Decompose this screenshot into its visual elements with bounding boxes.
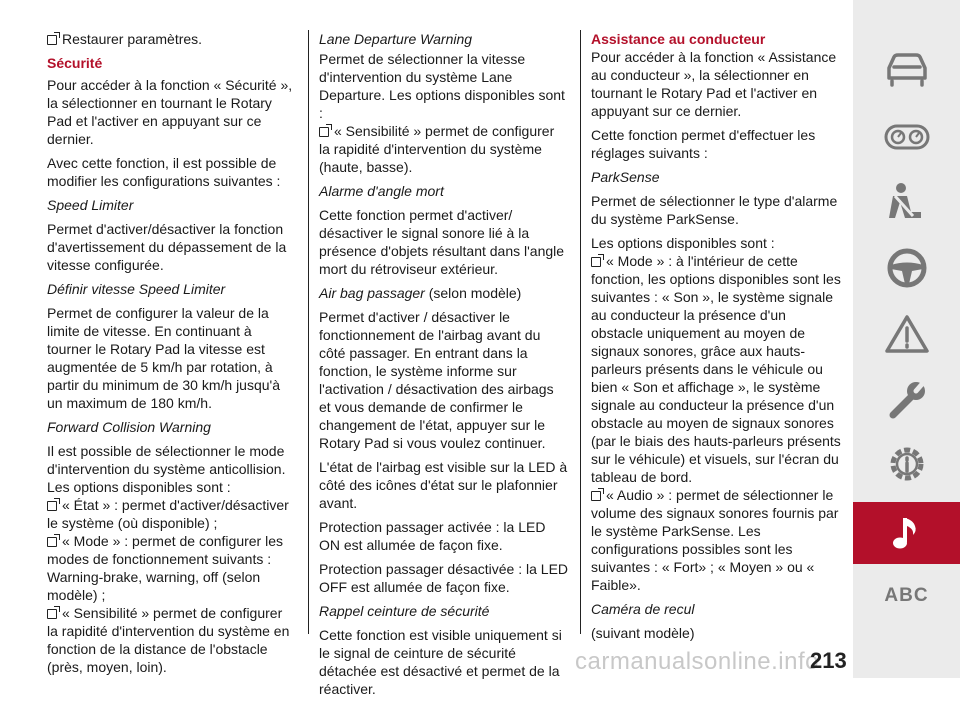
seat-belt-person-icon (883, 182, 931, 224)
paragraph: Permet de sélectionner le type d'alarme du système ParkSense. (591, 193, 838, 227)
subheading: Caméra de recul (591, 601, 695, 617)
bullet-icon (319, 127, 329, 137)
steering-wheel-icon (883, 247, 931, 289)
bullet-icon (591, 257, 601, 267)
paragraph: Cette fonction est visible uniquement si le signal de ceinture de sécurité détachée est désactivé et permet de la réactiver. (319, 627, 562, 697)
bullet-icon (47, 537, 57, 547)
bullet-icon (47, 35, 57, 45)
paragraph: Cette fonction permet d'activer/ désactiver le signal sonore lié à la présence d'objets résultant dans l'angle mort du rétroviseur extérieur. (319, 207, 565, 277)
subheading: Alarme d'angle mort (319, 183, 444, 199)
nav-car[interactable] (853, 38, 960, 100)
subheading: Lane Departure Warning (319, 31, 473, 47)
bullet-item: « Audio » : permet de sélectionner le volume des signaux sonores fournis par le système ParkSense. Les configurations possibles sont les suivantes : « Fort» ; « Moyen » ou « Faible». (591, 487, 839, 593)
section-heading: Sécurité (47, 55, 103, 71)
column-divider (580, 30, 581, 634)
nav-emergency[interactable] (853, 303, 960, 365)
bullet-item: « Mode » : à l'intérieur de cette fonction, les options disponibles sont les suivantes : « Son », le système signale au conducteur la présence d'un obstacle uniquement au moyen de signaux sonores, grâce aux hauts-parleurs présents dans le véhicule ou bien « Son et affichage », le système signale au conducteur la présence d'un obstacle au moyen de signaux sonores (par le biais des hauts-parleurs présents sur le véhicule) et visuels, sur l'écran du tableau de bord. (591, 253, 841, 485)
paragraph: Les options disponibles sont : (591, 235, 775, 251)
nav-safety[interactable] (853, 172, 960, 234)
subheading: Forward Collision Warning (47, 419, 211, 435)
bullet-item: « Mode » : permet de configurer les modes de fonctionnement suivants : Warning-brake, warning, off (selon modèle) ; (47, 533, 284, 603)
paragraph: Protection passager désactivée : la LED OFF est allumée de façon fixe. (319, 561, 569, 595)
bullet-icon (591, 491, 601, 501)
subheading: Rappel ceinture de sécurité (319, 603, 490, 619)
paragraph: L'état de l'airbag est visible sur la LED à côté des icônes d'état sur le plafonnier avant. (319, 459, 568, 511)
text-column-3 (591, 30, 841, 648)
subheading: ParkSense (591, 169, 660, 185)
music-note-icon (883, 512, 931, 554)
nav-maintenance[interactable] (853, 369, 960, 431)
bullet-item: Restaurer paramètres. (47, 30, 297, 48)
dashboard-gauges-icon (883, 116, 931, 158)
watermark: carmanualsonline.info (575, 648, 819, 675)
settings-gear-icon (883, 443, 931, 485)
column-divider (308, 30, 309, 634)
paragraph: Permet d'activer/désactiver la fonction d'avertissement du dépassement de la vitesse configurée. (47, 221, 287, 273)
paragraph: (suivant modèle) (591, 625, 695, 641)
bullet-item: « État » : permet d'activer/désactiver le système (où disponible) ; (47, 497, 289, 531)
bullet-icon (47, 609, 57, 619)
paragraph: Permet de configurer la valeur de la limite de vitesse. En continuant à tourner le Rotary Pad la vitesse est augmentée de 5 km/h par rotation, à partir du minimum de 30 km/h jusqu'à un maximum de 180 km/h. (47, 305, 280, 411)
page-number: 213 (810, 648, 847, 673)
wrench-icon (883, 379, 931, 421)
car-icon (883, 48, 931, 90)
section-heading: Assistance au conducteur (591, 31, 766, 47)
bullet-item: « Sensibilité » permet de configurer la rapidité d'intervention du système (haute, basse). (319, 123, 555, 175)
paragraph: Pour accéder à la fonction « Sécurité », la sélectionner en tournant le Rotary Pad et l'activer en appuyant sur ce dernier. (47, 77, 293, 147)
warning-triangle-icon (883, 313, 931, 355)
subheading: Speed Limiter (47, 197, 134, 213)
index-label[interactable]: ABC (884, 585, 929, 606)
paragraph: Cette fonction permet d'effectuer les réglages suivants : (591, 127, 816, 161)
nav-starting[interactable] (853, 237, 960, 299)
paragraph: Permet d'activer / désactiver le fonctionnement de l'airbag avant du côté passager. En entrant dans la fonction, le système informe sur l'activation / désactivation des airbags et vous demande de confirmer le changement de l'état, appuyer sur le Rotary Pad si vous voulez continuer. (319, 309, 554, 451)
nav-multimedia[interactable] (853, 502, 960, 564)
bullet-item: « Sensibilité » permet de configurer la rapidité d'intervention du système en fonction de la distance de l'obstacle (près, moyen, loin). (47, 605, 290, 675)
paragraph: Pour accéder à la fonction « Assistance au conducteur », la sélectionner en tournant le Rotary Pad et l'activer en appuyant sur ce dernier. (591, 49, 837, 119)
bullet-icon (47, 501, 57, 511)
nav-instruments[interactable] (853, 106, 960, 168)
paragraph: Permet de sélectionner la vitesse d'intervention du système Lane Departure. Les options disponibles sont : (319, 51, 565, 121)
subheading: Définir vitesse Speed Limiter (47, 281, 226, 297)
text-column-1 (47, 30, 297, 682)
subheading-line: Air bag passager (selon modèle) (319, 285, 522, 301)
paragraph: Protection passager activée : la LED ON est allumée de façon fixe. (319, 519, 546, 553)
paragraph: Avec cette fonction, il est possible de modifier les configurations suivantes : (47, 155, 281, 189)
chapter-sidebar (853, 0, 960, 678)
nav-technical-data[interactable] (853, 433, 960, 495)
paragraph: Il est possible de sélectionner le mode d'intervention du système anticollision. Les options disponibles sont : (47, 443, 286, 495)
text-column-2 (319, 30, 569, 704)
